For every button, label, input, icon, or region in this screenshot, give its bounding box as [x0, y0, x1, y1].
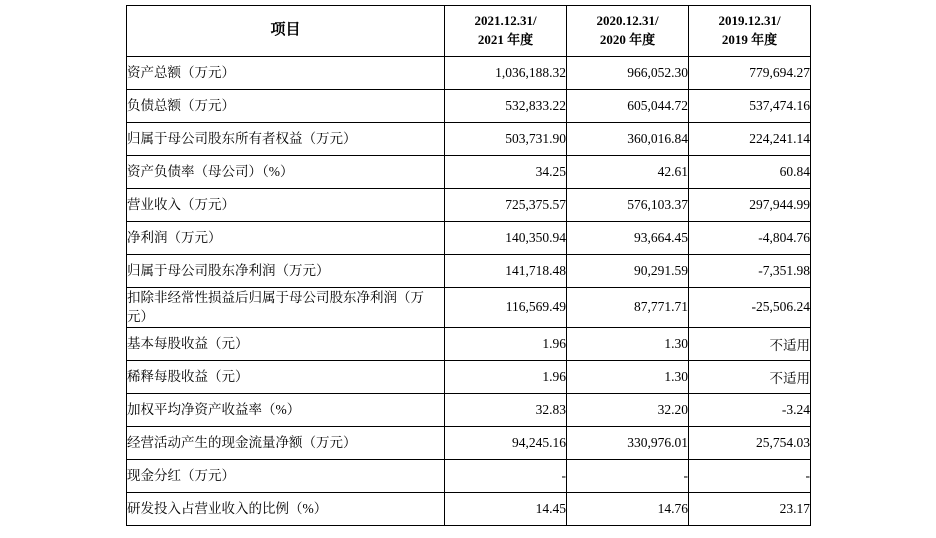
column-header-2021-line2: 2021 年度: [477, 31, 534, 47]
table-row: [127, 89, 811, 122]
column-header-2021-line1: 2021.12.31/: [474, 13, 537, 28]
cell-2021: 34.25: [445, 155, 567, 188]
cell-2021: 14.45: [445, 492, 567, 525]
table-body: [127, 56, 811, 525]
column-header-item: [127, 6, 445, 57]
cell-2021: 140,350.94: [445, 221, 567, 254]
row-label: 归属于母公司股东所有者权益（万元）: [127, 122, 445, 155]
row-label: 资产总额（万元）: [127, 56, 445, 89]
table-header: [127, 6, 811, 57]
table-row: [127, 188, 811, 221]
cell-2020: 360,016.84: [567, 122, 689, 155]
cell-2019: 779,694.27: [689, 56, 811, 89]
cell-2020: 87,771.71: [567, 287, 689, 327]
cell-2019: -4,804.76: [689, 221, 811, 254]
financial-summary-table: [126, 5, 811, 526]
row-label: 基本每股收益（元）: [127, 327, 445, 360]
cell-2020: 966,052.30: [567, 56, 689, 89]
table-row: [127, 459, 811, 492]
column-header-2020: [567, 6, 689, 57]
table-row: [127, 56, 811, 89]
column-header-2019: [689, 6, 811, 57]
column-header-2021: [445, 6, 567, 57]
cell-2021: 532,833.22: [445, 89, 567, 122]
table-row: [127, 360, 811, 393]
cell-2021: 32.83: [445, 393, 567, 426]
column-header-2020-line2: 2020 年度: [599, 31, 656, 47]
row-label: 营业收入（万元）: [127, 188, 445, 221]
row-label: 现金分红（万元）: [127, 459, 445, 492]
cell-2019: 23.17: [689, 492, 811, 525]
cell-2021: 503,731.90: [445, 122, 567, 155]
cell-2020: 32.20: [567, 393, 689, 426]
cell-2019: -7,351.98: [689, 254, 811, 287]
table-row: [127, 492, 811, 525]
cell-2019: -: [689, 459, 811, 492]
cell-2021: 1,036,188.32: [445, 56, 567, 89]
column-header-2019-line1: 2019.12.31/: [718, 13, 781, 28]
cell-2021: -: [445, 459, 567, 492]
row-label: 归属于母公司股东净利润（万元）: [127, 254, 445, 287]
cell-2021: 116,569.49: [445, 287, 567, 327]
table-row: [127, 221, 811, 254]
row-label: 研发投入占营业收入的比例（%）: [127, 492, 445, 525]
cell-2020: 605,044.72: [567, 89, 689, 122]
column-header-2020-line1: 2020.12.31/: [596, 13, 659, 28]
financial-summary-table-wrapper: [126, 5, 810, 526]
cell-2020: 14.76: [567, 492, 689, 525]
row-label: 净利润（万元）: [127, 221, 445, 254]
table-row: [127, 426, 811, 459]
cell-2019: 不适用: [689, 327, 811, 360]
cell-2020: 93,664.45: [567, 221, 689, 254]
cell-2021: 725,375.57: [445, 188, 567, 221]
cell-2019: 297,944.99: [689, 188, 811, 221]
cell-2019: 25,754.03: [689, 426, 811, 459]
row-label: 扣除非经常性损益后归属于母公司股东净利润（万元）: [127, 287, 445, 327]
table-row: [127, 393, 811, 426]
cell-2019: 60.84: [689, 155, 811, 188]
cell-2020: 576,103.37: [567, 188, 689, 221]
cell-2019: 不适用: [689, 360, 811, 393]
cell-2021: 94,245.16: [445, 426, 567, 459]
cell-2020: 1.30: [567, 360, 689, 393]
header-row: [127, 6, 811, 57]
cell-2020: 42.61: [567, 155, 689, 188]
row-label: 负债总额（万元）: [127, 89, 445, 122]
cell-2019: 537,474.16: [689, 89, 811, 122]
cell-2021: 141,718.48: [445, 254, 567, 287]
cell-2020: 1.30: [567, 327, 689, 360]
row-label: 资产负债率（母公司）（%）: [127, 155, 445, 188]
table-row: [127, 155, 811, 188]
table-row: [127, 122, 811, 155]
cell-2021: 1.96: [445, 327, 567, 360]
row-label: 加权平均净资产收益率（%）: [127, 393, 445, 426]
cell-2019: -3.24: [689, 393, 811, 426]
cell-2020: 330,976.01: [567, 426, 689, 459]
table-row: [127, 327, 811, 360]
table-row: [127, 254, 811, 287]
cell-2019: 224,241.14: [689, 122, 811, 155]
column-header-2019-line2: 2019 年度: [721, 31, 778, 47]
table-row: [127, 287, 811, 327]
row-label: 经营活动产生的现金流量净额（万元）: [127, 426, 445, 459]
cell-2019: -25,506.24: [689, 287, 811, 327]
cell-2020: -: [567, 459, 689, 492]
cell-2020: 90,291.59: [567, 254, 689, 287]
row-label: 稀释每股收益（元）: [127, 360, 445, 393]
cell-2021: 1.96: [445, 360, 567, 393]
column-header-item-line1: 项目: [270, 21, 301, 38]
